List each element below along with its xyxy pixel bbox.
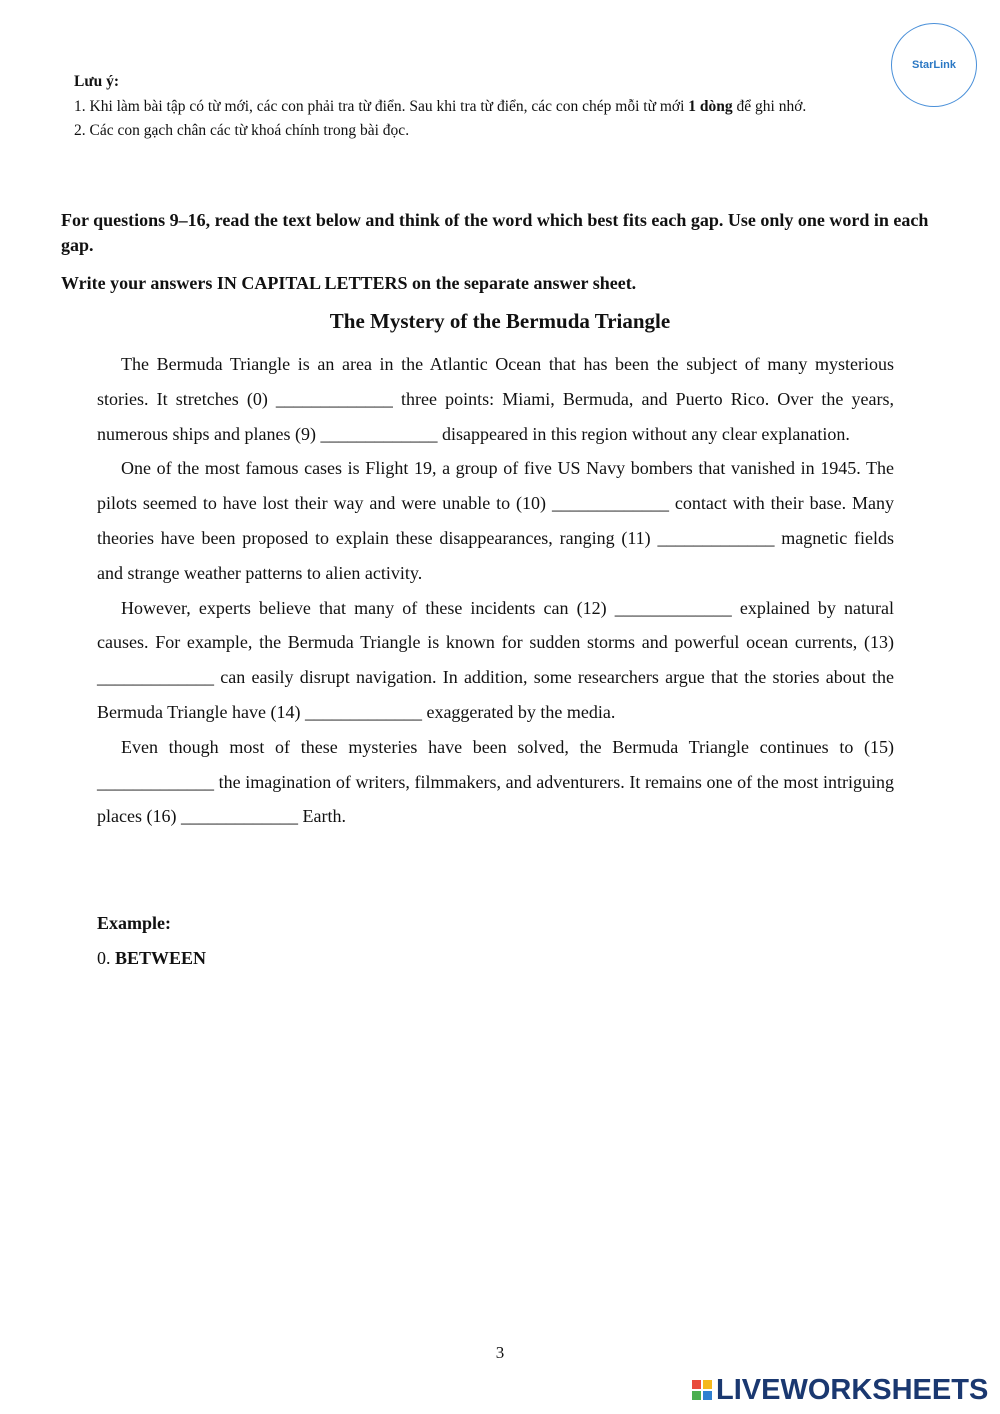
note-item-1-text: 1. Khi làm bài tập có từ mới, các con phải tra từ điển. Sau khi tra từ điển, các con chép mỗi từ mới xyxy=(74,97,689,115)
note-item-1-end: để ghi nhớ. xyxy=(732,97,807,115)
liveworksheets-brand xyxy=(692,1373,988,1407)
note-item-1 xyxy=(74,95,874,120)
liveworksheets-icon xyxy=(692,1380,712,1400)
example-answer: BETWEEN xyxy=(115,948,207,968)
note-block xyxy=(74,70,874,144)
note-title: Lưu ý: xyxy=(74,73,120,90)
note-item-2: 2. Các con gạch chân các từ khoá chính trong bài đọc. xyxy=(74,122,410,139)
passage xyxy=(97,347,894,834)
example-block xyxy=(97,906,206,976)
starlink-logo: StarLink xyxy=(891,23,977,107)
paragraph-1: The Bermuda Triangle is an area in the Atlantic Ocean that has been the subject of many mysterious stories. It stretches (0) _____________ three points: Miami, Bermuda, and Puerto Rico. Over the years, numerous ships and planes (9) _____________ disappeared in this region without any clear explanation. xyxy=(97,354,894,444)
passage-title: The Mystery of the Bermuda Triangle xyxy=(329,309,671,333)
liveworksheets-text: LIVEWORKSHEETS xyxy=(716,1373,989,1406)
instruction-questions: For questions 9–16, read the text below and think of the word which best fits each gap. Use only one word in each gap. xyxy=(61,210,929,255)
paragraph-2: One of the most famous cases is Flight 19, a group of five US Navy bombers that vanished in 1945. The pilots seemed to have lost their way and were unable to (10) _____________ contact with their base. Many theories have been proposed to explain these disappearances, ranging (11) _____________ magnetic fields and strange weather patterns to alien activity. xyxy=(97,458,894,583)
example-label: Example: xyxy=(97,913,171,933)
example-answer-line xyxy=(97,941,206,976)
page-number: 3 xyxy=(495,1343,505,1362)
paragraph-4: Even though most of these mysteries have been solved, the Bermuda Triangle continues to (15) _____________ the imagination of writers, filmmakers, and adventurers. It remains one of the most intriguing places (16) _____________ Earth. xyxy=(97,736,894,827)
example-number: 0. xyxy=(97,948,111,968)
note-item-1-bold: 1 dòng xyxy=(688,97,733,115)
instruction-answers: Write your answers IN CAPITAL LETTERS on the separate answer sheet. xyxy=(61,273,637,293)
paragraph-3: However, experts believe that many of these incidents can (12) _____________ explained by natural causes. For example, the Bermuda Triangle is known for sudden storms and powerful ocean currents, (13) _____________ can easily disrupt navigation. In addition, some researchers argue that the stories about the Bermuda Triangle have (14) _____________ exaggerated by the media. xyxy=(97,597,894,722)
